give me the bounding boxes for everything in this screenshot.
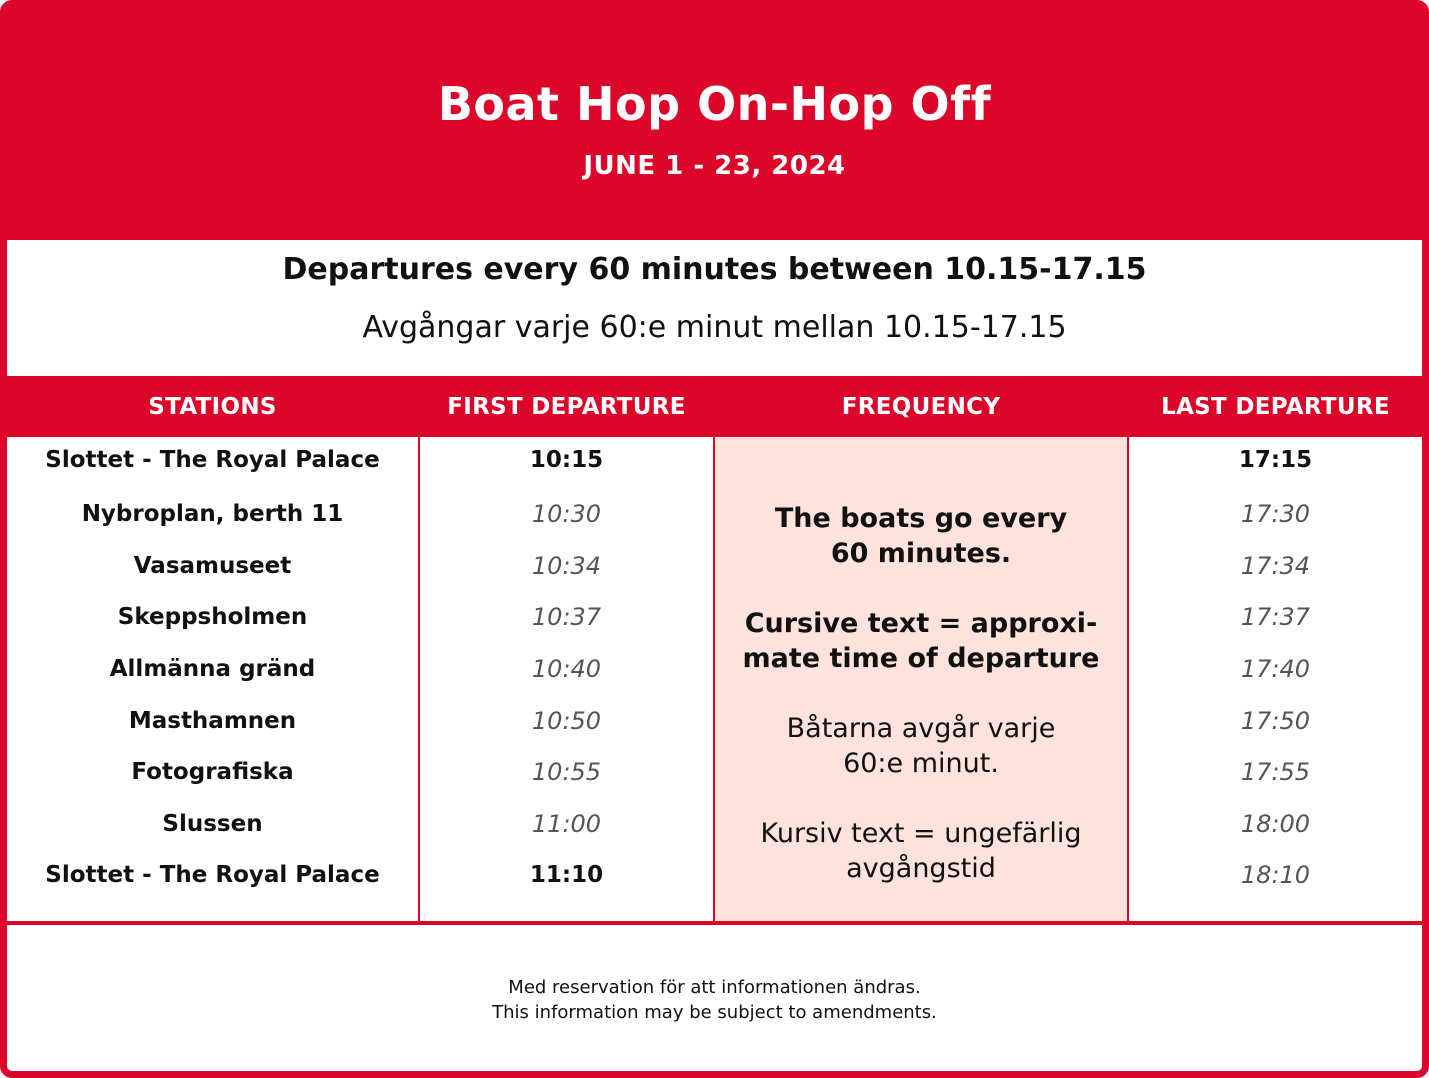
first-departure-time: 10:15 xyxy=(529,447,604,473)
station-name: Vasamuseet xyxy=(133,553,292,579)
frequency-english xyxy=(715,501,1127,571)
station-name: Slottet - The Royal Palace xyxy=(45,862,380,888)
disclaimer xyxy=(7,925,1422,1071)
column-header-stations: STATIONS xyxy=(148,394,277,420)
station-name: Slussen xyxy=(162,811,263,837)
first-departure-column xyxy=(420,437,713,921)
cursive-note-english-line: Cursive text = approxi- xyxy=(744,608,1098,639)
frequency-swedish xyxy=(715,711,1127,781)
station-name: Skeppsholmen xyxy=(117,604,308,630)
summary-english: Departures every 60 minutes between 10.15-17.15 xyxy=(282,252,1147,287)
frequency-swedish-line: 60:e minut. xyxy=(843,748,999,779)
station-name: Slottet - The Royal Palace xyxy=(45,447,380,473)
departures-summary xyxy=(7,240,1422,376)
page-title: Boat Hop On-Hop Off xyxy=(437,77,992,131)
summary-swedish: Avgångar varje 60:e minut mellan 10.15-17.15 xyxy=(362,310,1067,345)
first-departure-time: 11:00 xyxy=(531,810,602,838)
last-departure-time: 17:34 xyxy=(1240,552,1311,580)
station-name: Allmänna gränd xyxy=(109,656,316,682)
frequency-english-line: 60 minutes. xyxy=(830,538,1012,569)
frequency-english-line: The boats go every xyxy=(774,503,1068,534)
last-departure-time: 17:40 xyxy=(1240,655,1311,683)
cursive-note-swedish-line: avgångstid xyxy=(846,853,996,884)
last-departure-time: 17:37 xyxy=(1240,603,1311,631)
first-departure-time: 10:50 xyxy=(531,707,602,735)
last-departure-time: 17:55 xyxy=(1240,758,1311,786)
frequency-swedish-line: Båtarna avgår varje xyxy=(786,713,1056,744)
stations-column xyxy=(7,437,418,921)
disclaimer-swedish: Med reservation för att informationen ändras. xyxy=(508,977,921,998)
cursive-note-english xyxy=(715,606,1127,676)
disclaimer-english: This information may be subject to amendments. xyxy=(492,1002,937,1023)
cursive-note-english-line: mate time of departure xyxy=(742,643,1100,674)
station-name: Nybroplan, berth 11 xyxy=(81,501,344,527)
station-name: Masthamnen xyxy=(128,708,297,734)
date-range: JUNE 1 - 23, 2024 xyxy=(583,151,846,181)
first-departure-time: 10:55 xyxy=(531,758,602,786)
last-departure-time: 17:30 xyxy=(1240,500,1311,528)
last-departure-time: 18:10 xyxy=(1240,861,1311,889)
last-departure-time: 18:00 xyxy=(1240,810,1311,838)
timetable-header xyxy=(7,7,1422,239)
column-header-first-departure: FIRST DEPARTURE xyxy=(447,394,686,420)
last-departure-column xyxy=(1129,437,1422,921)
column-header-last-departure: LAST DEPARTURE xyxy=(1161,394,1390,420)
column-header-frequency: FREQUENCY xyxy=(841,394,1001,420)
cursive-note-swedish-line: Kursiv text = ungefärlig xyxy=(760,818,1082,849)
station-name: Fotografiska xyxy=(131,759,294,785)
first-departure-time: 11:10 xyxy=(529,862,604,888)
first-departure-time: 10:30 xyxy=(531,500,602,528)
first-departure-time: 10:40 xyxy=(531,655,602,683)
cursive-note-swedish xyxy=(715,816,1127,886)
last-departure-time: 17:15 xyxy=(1238,447,1313,473)
first-departure-time: 10:34 xyxy=(531,552,602,580)
first-departure-time: 10:37 xyxy=(531,603,602,631)
last-departure-time: 17:50 xyxy=(1240,707,1311,735)
frequency-column xyxy=(715,437,1127,921)
